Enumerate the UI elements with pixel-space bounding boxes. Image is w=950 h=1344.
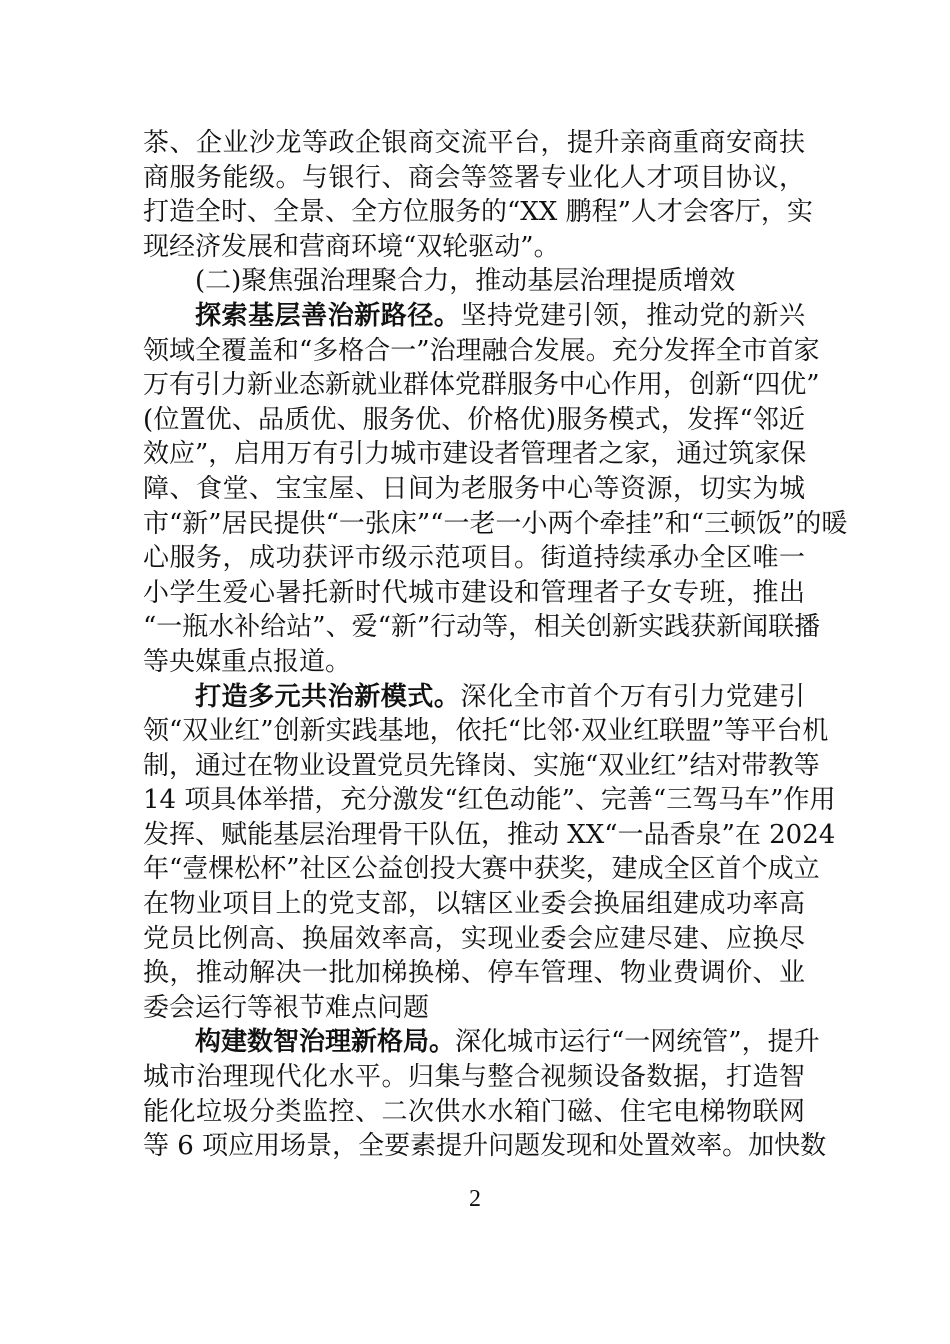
text-line [143, 264, 805, 299]
text-line [143, 1025, 820, 1060]
line-text: 心服务，成功获评市级示范项目。街道持续承办全区唯一 [143, 543, 805, 574]
text-line [143, 230, 805, 265]
line-text: 万有引力新业态新就业群体党群服务中心作用，创新“四优” [143, 370, 820, 401]
text-line [143, 334, 820, 369]
text-line [143, 1129, 827, 1164]
text-line [143, 472, 805, 507]
line-text: 小学生爱心暑托新时代城市建设和管理者子女专班，推出 [143, 577, 805, 608]
line-text: 市“新”居民提供“一张床”“一老一小两个牵挂”和“三顿饭”的暖 [143, 508, 848, 539]
line-text: 障、食堂、宝宝屋、日间为老服务中心等资源，切实为城 [143, 473, 805, 504]
line-text: 茶、企业沙龙等政企银商交流平台，提升亲商重商安商扶 [143, 128, 805, 158]
line-text: 效应”，启用万有引力城市建设者管理者之家，通过筑家保 [143, 439, 807, 470]
line-text: 在物业项目上的党支部，以辖区业委会换届组建成功率高 [143, 889, 805, 920]
text-line [143, 299, 805, 334]
text-line [143, 1095, 805, 1130]
line-text: 领域全覆盖和“多格合一”治理融合发展。充分发挥全市首家 [143, 335, 820, 366]
text-line [143, 680, 805, 715]
line-text: 现经济发展和营商环境“双轮驱动”。 [143, 231, 560, 262]
paragraph-lead: 探索基层善治新路径。 [195, 300, 461, 331]
text-line [143, 783, 836, 818]
line-text: 商服务能级。与银行、商会等签署专业化人才项目协议， [143, 162, 805, 193]
line-text: “一瓶水补给站”、爱“新”行动等，相关创新实践获新闻联播 [143, 612, 821, 643]
text-line [143, 922, 805, 957]
text-line [143, 507, 848, 542]
text-line [143, 852, 820, 887]
line-text: 深化全市首个万有引力党建引 [460, 681, 805, 712]
document-body [143, 126, 848, 1164]
page-number: 2 [469, 1186, 481, 1212]
text-line [143, 645, 805, 680]
text-line [143, 714, 829, 749]
line-text: 委会运行等裉节难点问题 [143, 992, 430, 1023]
line-text: 坚持党建引领，推动党的新兴 [460, 300, 805, 331]
line-text: 能化垃圾分类监控、二次供水水箱门磁、住宅电梯物联网 [143, 1096, 805, 1127]
text-line [143, 956, 805, 991]
line-text: 制，通过在物业设置党员先锋岗、实施“双业红”结对带教等 [143, 750, 820, 781]
line-text: 城市治理现代化水平。归集与整合视频设备数据，打造智 [143, 1062, 805, 1093]
line-text: 深化城市运行“一网统管”，提升 [455, 1027, 820, 1058]
text-line [143, 403, 805, 438]
text-line [143, 195, 813, 230]
line-text: (位置优、品质优、服务优、价格优)服务模式，发挥“邻近 [143, 404, 805, 435]
text-line [143, 437, 805, 472]
text-line [143, 610, 821, 645]
line-text: 领“双业红”创新实践基地，依托“比邻·双业红联盟”等平台机 [143, 716, 829, 747]
text-line [143, 161, 805, 196]
text-line [143, 749, 820, 784]
text-line [143, 991, 805, 1026]
text-line [143, 576, 805, 611]
line-text: 党员比例高、换届效率高，实现业委会应建尽建、应换尽 [143, 923, 805, 954]
line-text: 等央媒重点报道。 [143, 646, 352, 677]
text-line [143, 541, 805, 576]
text-line [143, 818, 836, 853]
line-text: 年“壹棵松杯”社区公益创投大赛中获奖，建成全区首个成立 [143, 854, 820, 885]
line-text: 等 6 项应用场景，全要素提升问题发现和处置效率。加快数 [143, 1131, 827, 1162]
text-line [143, 1060, 805, 1095]
text-line [143, 368, 820, 403]
line-text: 打造全时、全景、全方位服务的“XX 鹏程”人才会客厅，实 [143, 197, 813, 228]
text-line [143, 126, 805, 161]
text-line [143, 887, 805, 922]
line-text: 换，推动解决一批加梯换梯、停车管理、物业费调价、业 [143, 958, 805, 989]
paragraph-lead: 构建数智治理新格局。 [195, 1027, 456, 1058]
line-text: 14 项具体举措，充分激发“红色动能”、完善“三驾马车”作用 [143, 785, 836, 816]
paragraph-lead: 打造多元共治新模式。 [195, 681, 461, 712]
line-text: (二)聚焦强治理聚合力，推动基层治理提质增效 [195, 266, 736, 297]
line-text: 发挥、赋能基层治理骨干队伍，推动 XX“一品香泉”在 2024 [143, 819, 836, 850]
